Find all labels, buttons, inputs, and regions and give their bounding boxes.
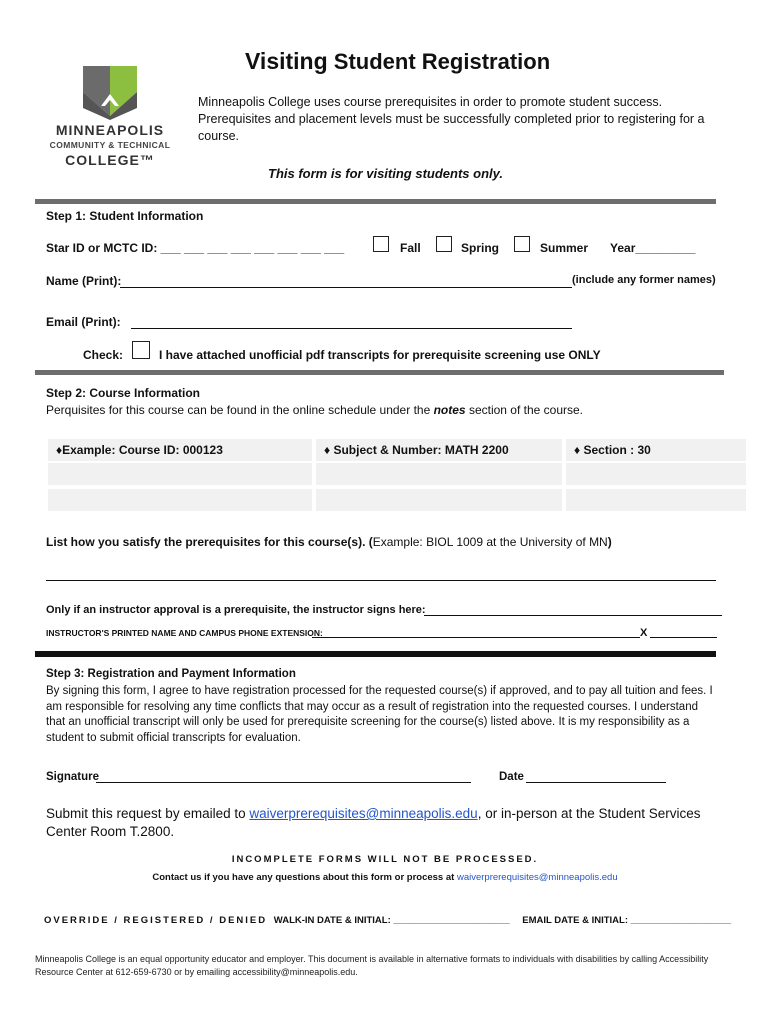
- subject-number-label: Subject & Number: MATH 2200: [333, 443, 509, 457]
- submit-text-after: , or in-person at the Student Services Center Room T.2800.: [46, 806, 701, 839]
- step3-heading: Step 3: Registration and Payment Information: [46, 668, 296, 680]
- course-id-input-2[interactable]: [48, 489, 312, 511]
- logo-line-1: MINNEAPOLIS: [55, 122, 165, 138]
- contact-line: [0, 872, 770, 883]
- summer-checkbox[interactable]: [514, 236, 530, 252]
- check-label: Check:: [83, 348, 124, 362]
- title-word-registration: Registration: [421, 49, 551, 74]
- instructor-approval-label: Only if an instructor approval is a prerequisite, the instructor signs here:: [46, 604, 426, 616]
- logo-line-3: COLLEGE™: [65, 152, 155, 168]
- diamond-icon: ♦: [324, 443, 334, 457]
- instructor-signature-field[interactable]: [424, 615, 722, 616]
- visiting-only-note: This form is for visiting students only.: [268, 166, 503, 181]
- submit-text-before: Submit this request by emailed to: [46, 806, 250, 821]
- page-title: [245, 48, 550, 75]
- divider: [35, 651, 716, 657]
- date-field[interactable]: [526, 782, 666, 783]
- instructor-name-field[interactable]: [312, 637, 640, 638]
- summer-label: Summer: [540, 241, 589, 255]
- contact-email-link[interactable]: waiverprerequisites@minneapolis.edu: [456, 872, 618, 883]
- logo-mark-icon: [45, 64, 175, 122]
- instructor-name-label: INSTRUCTOR'S PRINTED NAME AND CAMPUS PHONE EXTENSION:: [46, 628, 323, 638]
- spring-label: Spring: [461, 241, 499, 255]
- x-mark: X: [640, 627, 648, 639]
- step1-heading: Step 1: Student Information: [46, 209, 204, 223]
- transcript-checkbox[interactable]: [132, 341, 150, 359]
- title-word-visiting: Visiting: [245, 48, 328, 74]
- submit-instructions: [46, 805, 716, 841]
- prereq-answer-field[interactable]: [46, 580, 716, 581]
- email-label: Email (Print):: [46, 315, 121, 329]
- footer-disclaimer: Minneapolis College is an equal opportunity educator and employer. This document is available in alternative formats to individuals with disabilities by calling Accessibility Resource Center at 612-659-6730 or by emailing accessibility@minneapolis.edu.: [35, 954, 709, 977]
- section-input-1[interactable]: [566, 463, 746, 485]
- walkin-field[interactable]: WALK-IN DATE & INITIAL: ______________________: [273, 915, 510, 926]
- college-logo: [45, 64, 175, 176]
- contact-text: Contact us if you have any questions about this form or process at: [152, 872, 457, 883]
- diamond-icon: ♦: [574, 443, 584, 457]
- subject-number-cell[interactable]: [316, 439, 562, 461]
- star-id-label: Star ID or MCTC ID: ___ ___ ___ ___ ___ ___ ___ ___: [46, 241, 345, 255]
- submit-email-link[interactable]: waiverprerequisites@minneapolis.edu: [249, 806, 478, 821]
- office-use-line: [44, 915, 731, 926]
- title-word-student: Student: [333, 49, 416, 74]
- name-field[interactable]: [120, 287, 572, 288]
- incomplete-warning: INCOMPLETE FORMS WILL NOT BE PROCESSED.: [231, 854, 539, 865]
- signature-label: Signature: [46, 771, 100, 783]
- step2-subtext-a: Perquisites for this course can be found in the online schedule under the: [46, 403, 434, 417]
- instructor-x-field[interactable]: [650, 637, 717, 638]
- divider: [35, 370, 724, 375]
- course-id-cell[interactable]: [48, 439, 312, 461]
- name-note: (include any former names): [572, 274, 716, 286]
- fall-checkbox[interactable]: [373, 236, 389, 252]
- prereq-example: Example: BIOL 1009 at the University of MN: [372, 535, 608, 549]
- course-id-input-1[interactable]: [48, 463, 312, 485]
- section-input-2[interactable]: [566, 489, 746, 511]
- section-cell[interactable]: [566, 439, 746, 461]
- prereq-question-a: List how you satisfy the prerequisites for this course(s). (: [46, 535, 373, 549]
- subject-number-input-1[interactable]: [316, 463, 562, 485]
- fall-label: Fall: [400, 241, 421, 255]
- step3-body: By signing this form, I agree to have registration processed for the requested course(s) if approved, and to pay all tuition and fees. I am responsible for resolving any time conflicts that may occur as a result of registration into the requested courses. I understand that an unofficial transcript will only be used for prerequisite screening for the course(s) listed above. It is my responsibility as a student to submit official transcripts for evaluation.: [46, 685, 713, 744]
- notes-word: notes: [433, 403, 466, 417]
- intro-paragraph: Minneapolis College uses course prerequisites in order to promote student success. Prerequisites and placement levels must be successfully completed prior to registering for a course.: [198, 95, 705, 143]
- email-date-field[interactable]: EMAIL DATE & INITIAL: ___________________: [522, 915, 732, 926]
- name-label: Name (Print):: [46, 274, 122, 288]
- diamond-icon: ♦: [56, 443, 63, 457]
- year-field[interactable]: Year_________: [610, 241, 696, 255]
- course-id-label: Example: Course ID: 000123: [62, 443, 223, 457]
- date-label: Date: [499, 771, 524, 783]
- prereq-question: [46, 535, 612, 549]
- step2-heading: Step 2: Course Information: [46, 386, 201, 400]
- email-field[interactable]: [131, 328, 572, 329]
- override-status: OVERRIDE / REGISTERED / DENIED: [44, 915, 268, 926]
- subject-number-input-2[interactable]: [316, 489, 562, 511]
- spring-checkbox[interactable]: [436, 236, 452, 252]
- step2-subtext-b: section of the course.: [465, 403, 584, 417]
- signature-field[interactable]: [96, 782, 471, 783]
- prereq-question-c: ): [607, 535, 612, 549]
- section-label: Section : 30: [583, 443, 651, 457]
- transcript-check-text: I have attached unofficial pdf transcripts for prerequisite screening use ONLY: [159, 348, 601, 362]
- divider: [35, 199, 716, 204]
- step2-subtext: [46, 403, 583, 417]
- logo-line-2: COMMUNITY & TECHNICAL: [49, 140, 171, 150]
